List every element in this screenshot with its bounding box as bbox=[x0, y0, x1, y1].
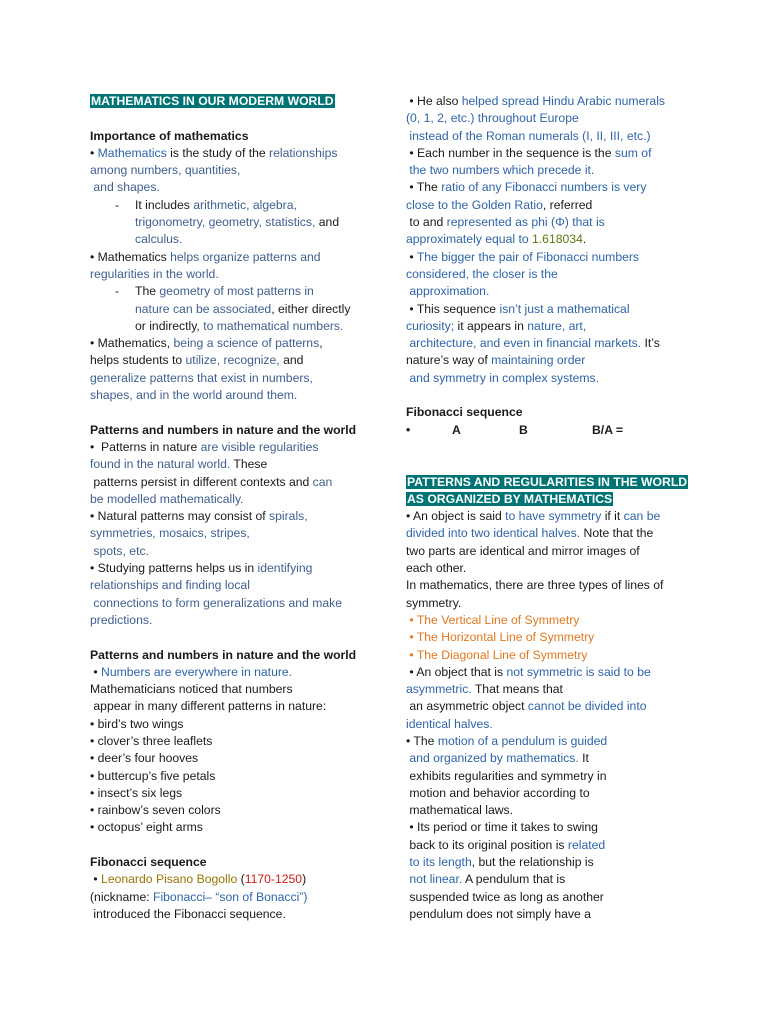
left-column bbox=[90, 93, 380, 923]
text-run: back to its original position is bbox=[406, 837, 568, 852]
text-run: not linear. bbox=[406, 872, 463, 887]
text-line bbox=[406, 110, 706, 127]
text-line bbox=[406, 733, 706, 750]
section-heading: Importance of mathematics bbox=[90, 128, 249, 143]
text-run: • The Diagonal Line of Symmetry bbox=[406, 647, 588, 662]
text-line bbox=[90, 595, 380, 612]
text-run: Mathematics bbox=[97, 145, 167, 160]
text-run: instead of the Roman numerals (I, II, III, etc.) bbox=[406, 128, 651, 143]
text-run: nature, art, bbox=[527, 318, 587, 333]
text-run: identical halves. bbox=[406, 716, 493, 731]
paragraph bbox=[90, 871, 380, 923]
text-line bbox=[90, 906, 380, 923]
text-run: curiosity; bbox=[406, 318, 455, 333]
text-run: the two numbers which precede it. bbox=[406, 163, 595, 178]
text-run: Mathematicians noticed that numbers bbox=[90, 682, 293, 697]
text-run: Leonardo Pisano Bogollo bbox=[101, 872, 238, 887]
text-line bbox=[135, 214, 380, 231]
text-run: symmetries, mosaics, stripes, bbox=[90, 526, 250, 541]
text-run: These bbox=[230, 457, 268, 472]
text-run: are visible regularities bbox=[200, 439, 319, 454]
text-run: • Its period or time it takes to swing bbox=[406, 820, 598, 835]
text-line bbox=[406, 664, 706, 681]
text-run: , bbox=[319, 336, 323, 351]
text-run: architecture, and even in financial markets. bbox=[406, 336, 642, 351]
text-line bbox=[406, 525, 706, 542]
sub-bullet bbox=[90, 283, 380, 335]
text-line bbox=[90, 664, 380, 681]
text-run: maintaining order bbox=[491, 353, 586, 368]
fibonacci-table-header bbox=[406, 422, 706, 439]
text-run: identifying bbox=[257, 561, 313, 576]
paragraph bbox=[406, 508, 706, 923]
text-run: • Studying patterns helps us in bbox=[90, 561, 258, 576]
text-line bbox=[406, 785, 706, 802]
text-run: and bbox=[315, 215, 340, 230]
text-run: and shapes. bbox=[90, 180, 160, 195]
text-line bbox=[90, 387, 380, 404]
text-line bbox=[135, 301, 380, 318]
text-line bbox=[406, 352, 706, 369]
text-run: (nickname: bbox=[90, 889, 153, 904]
paragraph bbox=[90, 249, 380, 284]
text-run: relationships and finding local bbox=[90, 578, 250, 593]
text-run: represented as phi (Φ) that is bbox=[446, 215, 605, 230]
text-run: pendulum does not simply have a bbox=[406, 906, 591, 921]
text-line bbox=[406, 698, 706, 715]
text-line bbox=[135, 318, 380, 335]
text-line bbox=[135, 231, 380, 248]
text-line bbox=[406, 283, 706, 300]
text-run: regularities in the world. bbox=[90, 266, 219, 281]
paragraph bbox=[90, 335, 380, 404]
text-line bbox=[406, 145, 706, 162]
section-heading: PATTERNS AND REGULARITIES IN THE WORLD bbox=[407, 474, 688, 489]
text-run: if it bbox=[601, 509, 624, 524]
text-run: • deer’s four hooves bbox=[90, 751, 199, 766]
text-run: Note that the bbox=[580, 526, 654, 541]
text-run: • bbox=[90, 664, 102, 679]
text-run: (0, 1, 2, etc.) throughout Europe bbox=[406, 111, 579, 126]
text-line bbox=[406, 318, 706, 335]
text-run: • Natural patterns may consist of bbox=[90, 509, 270, 524]
text-run: • Mathematics, bbox=[90, 336, 174, 351]
text-run: • bbox=[406, 249, 417, 264]
text-line bbox=[90, 439, 380, 456]
text-run: an asymmetric object bbox=[406, 699, 528, 714]
text-run: patterns persist in different contexts and bbox=[90, 474, 313, 489]
text-run: trigonometry, geometry, statistics, bbox=[135, 215, 316, 230]
text-run: • This sequence bbox=[406, 301, 500, 316]
text-run: arithmetic, algebra, bbox=[193, 197, 297, 212]
text-run: approximately equal to bbox=[406, 232, 533, 247]
text-line bbox=[90, 785, 380, 802]
text-line bbox=[406, 179, 706, 196]
text-run: divided into two identical halves. bbox=[406, 526, 581, 541]
text-run: spirals, bbox=[269, 509, 308, 524]
text-run: • bbox=[90, 145, 98, 160]
text-run: . bbox=[582, 232, 587, 247]
text-run: ( bbox=[237, 872, 245, 887]
text-line bbox=[90, 491, 380, 508]
text-run: helps organize patterns and bbox=[170, 249, 321, 264]
text-line bbox=[406, 768, 706, 785]
text-line bbox=[406, 197, 706, 214]
text-run: nature’s way of bbox=[406, 353, 492, 368]
section-heading: Patterns and numbers in nature and the world bbox=[90, 422, 357, 437]
text-line bbox=[90, 733, 380, 750]
text-line bbox=[90, 871, 380, 888]
paragraph bbox=[406, 93, 706, 387]
text-run: asymmetric. bbox=[406, 682, 472, 697]
text-line bbox=[90, 456, 380, 473]
text-run: , referred bbox=[542, 197, 593, 212]
text-run: and bbox=[279, 353, 304, 368]
text-run: motion of a pendulum is guided bbox=[437, 733, 608, 748]
text-run: to mathematical numbers. bbox=[203, 318, 344, 333]
paragraph bbox=[90, 439, 380, 629]
text-line bbox=[90, 802, 380, 819]
text-line bbox=[90, 474, 380, 491]
text-run: predictions. bbox=[90, 612, 153, 627]
text-line bbox=[406, 508, 706, 525]
text-line bbox=[406, 335, 706, 352]
text-run: and organized by mathematics. bbox=[406, 751, 579, 766]
sub-bullet-dash: - bbox=[115, 197, 120, 212]
text-run: appear in many different patterns in nature: bbox=[90, 699, 327, 714]
text-run: • The bbox=[406, 180, 442, 195]
text-line bbox=[90, 370, 380, 387]
text-line bbox=[406, 716, 706, 733]
column-ratio: B/A = bbox=[592, 422, 624, 437]
text-run: can bbox=[312, 474, 333, 489]
text-run: In mathematics, there are three types of lines of bbox=[406, 578, 664, 593]
text-run: That means that bbox=[471, 682, 563, 697]
text-run: • An object is said bbox=[406, 509, 506, 524]
text-line bbox=[90, 508, 380, 525]
text-run: can be bbox=[623, 509, 661, 524]
text-run: , either directly bbox=[271, 301, 351, 316]
text-line bbox=[90, 335, 380, 352]
text-run: utilize, recognize, bbox=[185, 353, 280, 368]
text-run: , but the relationship is bbox=[471, 855, 594, 870]
text-run: ratio of any Fibonacci numbers is very bbox=[441, 180, 647, 195]
text-line bbox=[406, 93, 706, 110]
text-run: • bird’s two wings bbox=[90, 716, 184, 731]
text-line bbox=[135, 197, 380, 214]
text-run: cannot be divided into bbox=[527, 699, 647, 714]
text-line bbox=[406, 681, 706, 698]
text-line bbox=[406, 854, 706, 871]
text-run: exhibits regularities and symmetry in bbox=[406, 768, 607, 783]
text-run: ) bbox=[302, 872, 307, 887]
text-line bbox=[406, 231, 706, 248]
text-run: symmetry. bbox=[406, 595, 462, 610]
text-run: • bbox=[90, 872, 102, 887]
text-run: introduced the Fibonacci sequence. bbox=[90, 906, 286, 921]
title-line bbox=[90, 93, 380, 110]
text-run: calculus. bbox=[135, 232, 183, 247]
text-run: two parts are identical and mirror images of bbox=[406, 543, 640, 558]
text-run: 1170-1250 bbox=[244, 872, 303, 887]
sub-bullet-text bbox=[135, 197, 380, 249]
text-line bbox=[90, 266, 380, 283]
text-run: • Patterns in nature bbox=[90, 439, 201, 454]
text-run: • The Vertical Line of Symmetry bbox=[406, 612, 580, 627]
text-line bbox=[406, 889, 706, 906]
text-line bbox=[90, 681, 380, 698]
text-line bbox=[406, 819, 706, 836]
text-line bbox=[406, 128, 706, 145]
text-run: is the study of the bbox=[166, 145, 270, 160]
text-line bbox=[406, 802, 706, 819]
text-run: 1.618034 bbox=[532, 232, 583, 247]
text-line bbox=[406, 370, 706, 387]
text-run: • The Horizontal Line of Symmetry bbox=[406, 630, 595, 645]
text-run: each other. bbox=[406, 561, 467, 576]
text-run: • Each number in the sequence is the bbox=[406, 145, 615, 160]
text-run: • insect’s six legs bbox=[90, 785, 183, 800]
text-run: The bigger the pair of Fibonacci numbers bbox=[416, 249, 640, 264]
text-run: geometry of most patterns in bbox=[159, 284, 314, 299]
text-run: • buttercup’s five petals bbox=[90, 768, 216, 783]
text-run: The bbox=[135, 284, 160, 299]
text-run: to have symmetry bbox=[505, 509, 602, 524]
text-line bbox=[406, 266, 706, 283]
text-line bbox=[135, 283, 380, 300]
text-run: isn’t just a mathematical bbox=[499, 301, 630, 316]
text-run: Numbers are everywhere in nature. bbox=[101, 664, 293, 679]
text-line bbox=[406, 543, 706, 560]
text-line bbox=[90, 577, 380, 594]
text-run: generalize patterns that exist in numbers, bbox=[90, 370, 313, 385]
column-b: B bbox=[519, 422, 528, 437]
text-line bbox=[406, 577, 706, 594]
text-line bbox=[90, 889, 380, 906]
text-run: not symmetric is said to be bbox=[506, 664, 651, 679]
text-line bbox=[90, 819, 380, 836]
text-run: suspended twice as long as another bbox=[406, 889, 604, 904]
text-line bbox=[406, 249, 706, 266]
text-line bbox=[406, 595, 706, 612]
text-run: among numbers, quantities, bbox=[90, 163, 241, 178]
text-run: shapes, and in the world around them. bbox=[90, 388, 298, 403]
text-line bbox=[90, 162, 380, 179]
text-run: Fibonacci– “son of Bonacci”) bbox=[153, 889, 308, 904]
text-run: and symmetry in complex systems. bbox=[406, 370, 600, 385]
text-line bbox=[90, 612, 380, 629]
text-line bbox=[406, 162, 706, 179]
text-run: or indirectly, bbox=[135, 318, 204, 333]
text-run: related bbox=[567, 837, 606, 852]
section-heading: Fibonacci sequence bbox=[406, 405, 523, 420]
text-line bbox=[406, 837, 706, 854]
text-run: sum of bbox=[614, 145, 652, 160]
text-run: • The bbox=[406, 733, 438, 748]
text-run: • rainbow’s seven colors bbox=[90, 803, 221, 818]
text-run: • octopus’ eight arms bbox=[90, 820, 203, 835]
text-line bbox=[90, 560, 380, 577]
text-line bbox=[406, 750, 706, 767]
text-run: relationships bbox=[269, 145, 338, 160]
text-run: considered, the closer is the bbox=[406, 266, 558, 281]
text-run: • clover’s three leaflets bbox=[90, 733, 213, 748]
sub-bullet bbox=[90, 197, 380, 249]
text-run: It bbox=[578, 751, 589, 766]
text-line bbox=[406, 629, 706, 646]
text-run: be modelled mathematically. bbox=[90, 491, 244, 506]
text-run: • An object that is bbox=[406, 664, 507, 679]
text-run: to and bbox=[406, 215, 447, 230]
text-run: approximation. bbox=[406, 284, 490, 299]
paragraph bbox=[90, 664, 380, 837]
text-line bbox=[90, 145, 380, 162]
text-line bbox=[90, 750, 380, 767]
text-run: found in the natural world. bbox=[90, 457, 231, 472]
text-run: mathematical laws. bbox=[406, 803, 514, 818]
text-run: It’s bbox=[641, 336, 660, 351]
text-line bbox=[90, 543, 380, 560]
text-line bbox=[406, 214, 706, 231]
section-heading: AS ORGANIZED BY MATHEMATICS bbox=[407, 491, 613, 506]
text-line bbox=[406, 647, 706, 664]
text-line bbox=[406, 906, 706, 923]
sub-bullet-text bbox=[135, 283, 380, 335]
text-line bbox=[406, 871, 706, 888]
text-run: • Mathematics bbox=[90, 249, 171, 264]
text-line bbox=[90, 698, 380, 715]
column-a: A bbox=[452, 422, 461, 437]
text-run: It includes bbox=[135, 197, 194, 212]
page-title: MATHEMATICS IN OUR MODERM WORLD bbox=[91, 94, 334, 108]
text-run: • He also bbox=[406, 94, 462, 108]
text-run: connections to form generalizations and make bbox=[90, 595, 343, 610]
right-column bbox=[406, 93, 706, 923]
text-line bbox=[406, 560, 706, 577]
text-line bbox=[90, 768, 380, 785]
section-heading: Fibonacci sequence bbox=[90, 855, 207, 870]
text-run: being a science of patterns bbox=[173, 336, 320, 351]
text-run: helped spread Hindu Arabic numerals bbox=[461, 94, 665, 108]
text-line bbox=[90, 352, 380, 369]
text-line bbox=[406, 612, 706, 629]
text-line bbox=[90, 716, 380, 733]
paragraph bbox=[90, 145, 380, 197]
text-run: A pendulum that is bbox=[462, 872, 566, 887]
text-run: helps students to bbox=[90, 353, 186, 368]
text-line bbox=[90, 179, 380, 196]
table-bullet: • bbox=[406, 422, 411, 437]
text-line bbox=[90, 249, 380, 266]
text-line bbox=[406, 301, 706, 318]
text-run: it appears in bbox=[454, 318, 528, 333]
text-run: spots, etc. bbox=[90, 543, 149, 558]
text-run: nature can be associated bbox=[135, 301, 272, 316]
text-run: motion and behavior according to bbox=[406, 785, 590, 800]
section-heading: Patterns and numbers in nature and the world bbox=[90, 647, 357, 662]
sub-bullet-dash: - bbox=[115, 284, 120, 299]
text-run: to its length bbox=[406, 855, 472, 870]
text-run: close to the Golden Ratio bbox=[406, 197, 543, 212]
text-line bbox=[90, 525, 380, 542]
